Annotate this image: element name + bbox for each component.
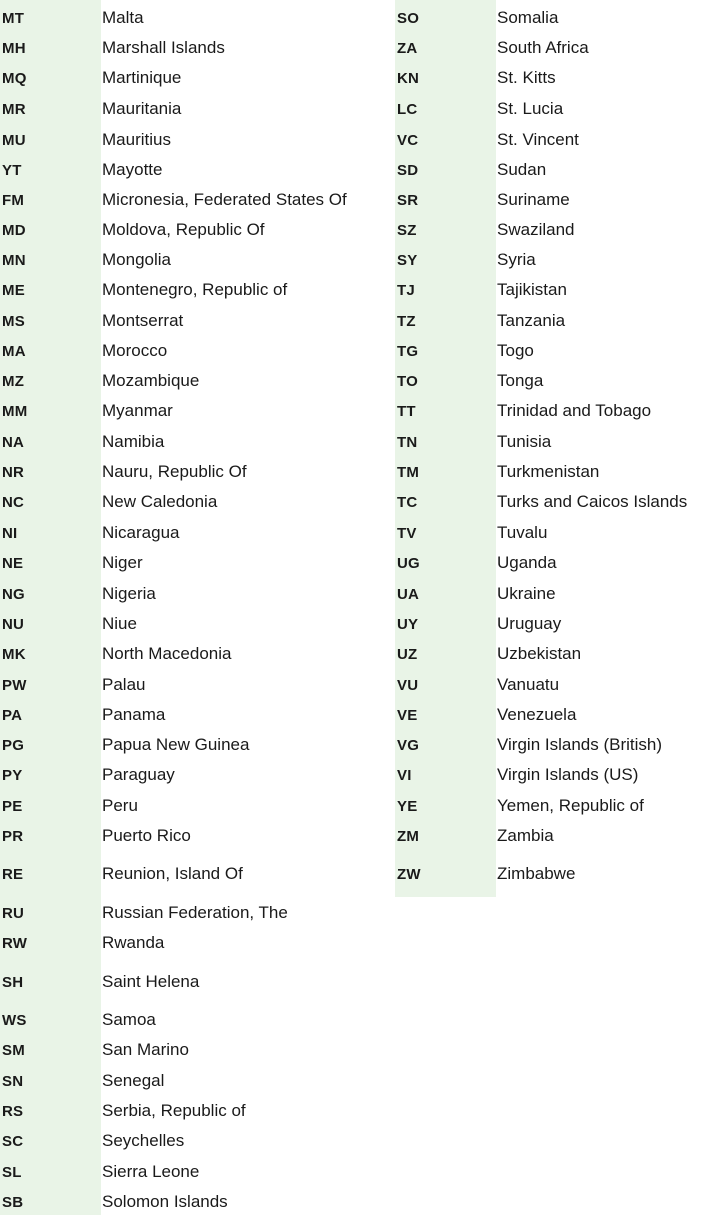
table-row (395, 275, 702, 305)
country-name: Mozambique (102, 371, 200, 390)
country-code: PG (2, 736, 25, 754)
country-code: MT (2, 9, 25, 27)
country-code: LC (397, 100, 418, 118)
country-name: Sudan (497, 160, 547, 179)
table-row (0, 859, 392, 889)
country-code: SH (2, 973, 24, 991)
country-code: MQ (2, 69, 27, 87)
country-name: Peru (102, 796, 138, 815)
country-code: NE (2, 554, 24, 572)
table-row (0, 366, 392, 396)
country-name: Panama (102, 705, 166, 724)
table-row (395, 63, 702, 93)
table-row (0, 215, 392, 245)
country-name: Nigeria (102, 584, 156, 603)
table-row (0, 1096, 392, 1126)
table-row (395, 579, 702, 609)
table-row (395, 730, 702, 760)
country-code: MZ (2, 372, 25, 390)
country-name: Montserrat (102, 311, 184, 330)
country-code: YE (397, 797, 418, 815)
table-row (0, 548, 392, 578)
country-name: Myanmar (102, 401, 173, 420)
country-name: St. Vincent (497, 130, 579, 149)
country-name: North Macedonia (102, 644, 232, 663)
country-name: Vanuatu (497, 675, 560, 694)
table-row (0, 967, 392, 997)
country-code: TM (397, 463, 420, 481)
country-code: UZ (397, 645, 418, 663)
table-row (395, 336, 702, 366)
country-code: ME (2, 281, 25, 299)
country-name: Papua New Guinea (102, 735, 250, 754)
country-code: VG (397, 736, 420, 754)
country-code: KN (397, 69, 420, 87)
country-code: RS (2, 1102, 24, 1120)
country-name: Somalia (497, 8, 559, 27)
country-code: SL (2, 1163, 22, 1181)
table-row (0, 791, 392, 821)
table-row (395, 185, 702, 215)
country-code: SR (397, 191, 419, 209)
country-code: RE (2, 865, 24, 883)
table-row (395, 94, 702, 124)
table-row (395, 33, 702, 63)
country-name: San Marino (102, 1040, 189, 1059)
country-code: MK (2, 645, 26, 663)
country-code: PA (2, 706, 23, 724)
table-row (395, 215, 702, 245)
table-row (395, 487, 702, 517)
table-row (0, 396, 392, 426)
table-row (0, 155, 392, 185)
country-name: Martinique (102, 68, 182, 87)
table-row (0, 336, 392, 366)
table-row (0, 487, 392, 517)
country-name: Trinidad and Tobago (497, 401, 652, 420)
country-name: Paraguay (102, 765, 175, 784)
table-row (395, 791, 702, 821)
country-code: MS (2, 312, 25, 330)
country-code: SD (397, 161, 419, 179)
table-row (0, 760, 392, 790)
table-row (0, 63, 392, 93)
table-row (0, 306, 392, 336)
country-name: St. Kitts (497, 68, 556, 87)
country-name: Nicaragua (102, 523, 180, 542)
country-code: NC (2, 493, 25, 511)
country-name: Morocco (102, 341, 168, 360)
table-row (395, 700, 702, 730)
country-name: Turks and Caicos Islands (497, 492, 688, 511)
country-code: TC (397, 493, 418, 511)
country-name: Virgin Islands (US) (497, 765, 639, 784)
country-name: Samoa (102, 1010, 156, 1029)
table-row (395, 306, 702, 336)
country-code: VC (397, 131, 419, 149)
country-name: Mauritius (102, 130, 171, 149)
country-code: TJ (397, 281, 415, 299)
country-name: Serbia, Republic of (102, 1101, 246, 1120)
country-name: Reunion, Island Of (102, 864, 243, 883)
table-row (0, 1066, 392, 1096)
country-name: Namibia (102, 432, 165, 451)
country-code: SN (2, 1072, 24, 1090)
country-name: Tunisia (497, 432, 552, 451)
table-row (0, 579, 392, 609)
country-name: Tajikistan (497, 280, 567, 299)
table-row (395, 670, 702, 700)
country-code: PY (2, 766, 23, 784)
country-code: UG (397, 554, 420, 572)
table-row (395, 3, 702, 33)
country-code: TO (397, 372, 418, 390)
country-code: YT (2, 161, 22, 179)
country-name: Syria (497, 250, 536, 269)
country-code: SB (2, 1193, 24, 1211)
country-code: NR (2, 463, 25, 481)
country-name: Zimbabwe (497, 864, 576, 883)
table-row (395, 609, 702, 639)
table-row (0, 427, 392, 457)
country-code: SO (397, 9, 420, 27)
country-name: Tonga (497, 371, 544, 390)
country-code: VU (397, 676, 419, 694)
table-row (0, 3, 392, 33)
country-code: VI (397, 766, 412, 784)
table-row (0, 1126, 392, 1156)
country-name: Togo (497, 341, 534, 360)
country-code: TT (397, 402, 416, 420)
country-code: TN (397, 433, 418, 451)
table-row (0, 821, 392, 851)
table-row (0, 245, 392, 275)
table-row (0, 898, 392, 928)
country-name: Mauritania (102, 99, 182, 118)
country-name: Yemen, Republic of (497, 796, 644, 815)
country-name: Palau (102, 675, 146, 694)
country-code: SY (397, 251, 418, 269)
table-row (395, 427, 702, 457)
country-name: Ukraine (497, 584, 556, 603)
country-name: Seychelles (102, 1131, 185, 1150)
country-name: Uruguay (497, 614, 562, 633)
country-name: Rwanda (102, 933, 165, 952)
country-code: TZ (397, 312, 416, 330)
country-name: Saint Helena (102, 972, 200, 991)
table-row (395, 155, 702, 185)
country-code: VE (397, 706, 418, 724)
table-row (395, 245, 702, 275)
table-row (0, 928, 392, 958)
country-name: Uzbekistan (497, 644, 582, 663)
country-name: Sierra Leone (102, 1162, 200, 1181)
table-row (0, 275, 392, 305)
country-name: Niue (102, 614, 137, 633)
country-name: Mayotte (102, 160, 163, 179)
country-name: Zambia (497, 826, 554, 845)
country-code: PE (2, 797, 23, 815)
table-row (395, 760, 702, 790)
table-row (0, 125, 392, 155)
country-name: Venezuela (497, 705, 577, 724)
country-code: PR (2, 827, 24, 845)
country-name: Nauru, Republic Of (102, 462, 247, 481)
country-name: New Caledonia (102, 492, 218, 511)
country-code: NU (2, 615, 25, 633)
country-code: ZM (397, 827, 420, 845)
country-code: TV (397, 524, 417, 542)
country-name: Puerto Rico (102, 826, 191, 845)
country-name: Turkmenistan (497, 462, 600, 481)
country-name: Micronesia, Federated States Of (102, 190, 347, 209)
country-code: FM (2, 191, 25, 209)
table-row (0, 1187, 392, 1217)
country-code: MN (2, 251, 26, 269)
table-row (0, 33, 392, 63)
country-code: SZ (397, 221, 417, 239)
country-name: Uganda (497, 553, 557, 572)
country-code: TG (397, 342, 419, 360)
country-code: UA (397, 585, 420, 603)
country-code: SM (2, 1041, 25, 1059)
table-row (395, 125, 702, 155)
country-name: Senegal (102, 1071, 165, 1090)
country-name: Solomon Islands (102, 1192, 228, 1211)
country-name: Niger (102, 553, 143, 572)
table-row (0, 639, 392, 669)
country-code: MH (2, 39, 26, 57)
table-row (395, 396, 702, 426)
table-row (0, 94, 392, 124)
table-row (395, 366, 702, 396)
country-code: RU (2, 904, 25, 922)
country-code: NA (2, 433, 25, 451)
country-code: MU (2, 131, 26, 149)
country-code: UY (397, 615, 419, 633)
table-row (395, 821, 702, 851)
table-row (0, 700, 392, 730)
country-name: St. Lucia (497, 99, 564, 118)
table-row (395, 639, 702, 669)
table-row (0, 1157, 392, 1187)
country-code: NG (2, 585, 25, 603)
table-row (395, 457, 702, 487)
country-name: Suriname (497, 190, 570, 209)
country-name: Swaziland (497, 220, 575, 239)
country-code: RW (2, 934, 28, 952)
country-code: ZA (397, 39, 418, 57)
country-code: SC (2, 1132, 24, 1150)
table-row (0, 457, 392, 487)
country-code: MM (2, 402, 28, 420)
country-name: Mongolia (102, 250, 171, 269)
country-code: MR (2, 100, 26, 118)
table-row (0, 609, 392, 639)
table-row (0, 518, 392, 548)
country-name: Marshall Islands (102, 38, 225, 57)
table-row (395, 859, 702, 889)
table-row (0, 1035, 392, 1065)
table-row (0, 730, 392, 760)
table-row (395, 518, 702, 548)
table-row (0, 185, 392, 215)
country-name: Russian Federation, The (102, 903, 288, 922)
country-name: Moldova, Republic Of (102, 220, 265, 239)
table-row (395, 548, 702, 578)
country-name: Montenegro, Republic of (102, 280, 288, 299)
country-code: NI (2, 524, 18, 542)
country-name: Tuvalu (497, 523, 548, 542)
table-row (0, 1005, 392, 1035)
country-name: Malta (102, 8, 144, 27)
country-name: South Africa (497, 38, 589, 57)
country-code: WS (2, 1011, 27, 1029)
country-code: PW (2, 676, 27, 694)
country-name: Tanzania (497, 311, 566, 330)
country-code: MA (2, 342, 26, 360)
table-row (0, 670, 392, 700)
country-name: Virgin Islands (British) (497, 735, 663, 754)
country-code: ZW (397, 865, 421, 883)
country-code: MD (2, 221, 26, 239)
